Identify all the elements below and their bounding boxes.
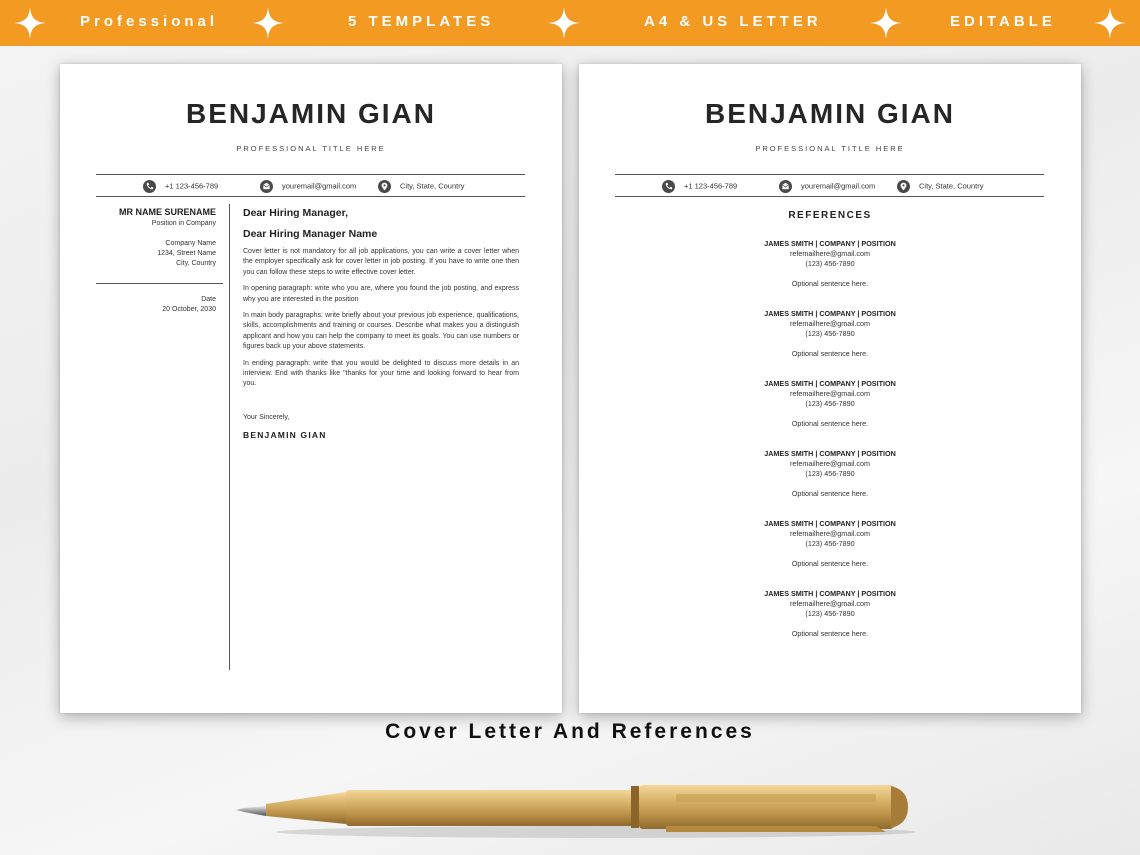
email-icon [260,180,273,193]
top-banner [0,0,1140,46]
reference-phone: (123) 456-7890 [805,539,855,548]
reference-note: Optional sentence here. [791,349,869,358]
reference-name: JAMES SMITH | COMPANY | POSITION [764,589,896,598]
contact-location: City, State, Country [378,179,464,192]
date-label: Date [201,296,216,303]
reference-email: refemailhere@gmail.com [790,389,870,398]
reference-email: refemailhere@gmail.com [790,249,870,258]
reference-note: Optional sentence here. [791,629,869,638]
recipient-block [96,207,216,315]
location-icon [897,180,910,193]
reference-note: Optional sentence here. [791,489,869,498]
letter-paragraph: Cover letter is not mandatory for all job applications, you can write a cover letter when the employer specifically ask for cover letter in job posting. If you have to write one then you can follow these steps to write effective cover letter. [243,248,519,276]
contact-bar [96,174,525,197]
reference-phone: (123) 456-7890 [805,469,855,478]
reference-note: Optional sentence here. [791,559,869,568]
signature: BENJAMIN GIAN [243,429,327,440]
reference-name: JAMES SMITH | COMPANY | POSITION [764,239,896,248]
letter-paragraph: In main body paragraphs: write briefly about your previous job experience, qualifications, skills, accomplishments and training or courses. Describe what makes you a distinguish applicant and how you can help the company to meet its goals. You can use numbers or figures back up your above statements. [243,312,519,351]
contact-phone: +1 123-456-789 [143,179,218,192]
reference-name: JAMES SMITH | COMPANY | POSITION [764,309,896,318]
closing: Your Sincerely, [243,413,290,421]
sparkle-icon [1094,7,1126,39]
cover-letter-page [60,64,562,713]
reference-phone: (123) 456-7890 [805,609,855,618]
reference-note: Optional sentence here. [791,279,869,288]
reference-email: refemailhere@gmail.com [790,319,870,328]
address-line: 1234, Street Name [157,250,216,257]
reference-note: Optional sentence here. [791,419,869,428]
location-icon [378,180,391,193]
reference-entry [579,379,1081,429]
reference-entry [579,239,1081,289]
phone-icon [662,180,675,193]
references-page [579,64,1081,713]
phone-icon [143,180,156,193]
greeting: Dear Hiring Manager, [243,207,349,219]
reference-phone: (123) 456-7890 [805,259,855,268]
letter-paragraph: In ending paragraph: write that you would be delighted to discuss more details in an interview. End with thanks like "thanks for your time and looking forward to hear from you. [243,359,519,388]
contact-bar [615,174,1044,197]
pen-image [236,770,916,840]
reference-entry [579,519,1081,569]
letter-paragraph: In opening paragraph: write who you are, where you found the job posting, and express why you are interested in the position [243,285,519,303]
banner-item-professional: Professional [80,13,219,30]
recipient-name: MR NAME SURENAME [118,207,216,217]
date-value: 20 October, 2030 [162,306,216,313]
resume-title: PROFESSIONAL TITLE HERE [236,144,386,153]
banner-item-paper-size: A4 & US LETTER [644,13,822,30]
recipient-position: Position in Company [151,220,216,227]
resume-title: PROFESSIONAL TITLE HERE [755,144,905,153]
contact-email: youremail@gmail.com [260,179,356,192]
caption: Cover Letter And References [385,720,755,743]
reference-name: JAMES SMITH | COMPANY | POSITION [764,519,896,528]
banner-item-editable: EDITABLE [950,13,1056,30]
contact-location: City, State, Country [897,179,983,192]
address-line: Company Name [165,240,216,247]
reference-email: refemailhere@gmail.com [790,599,870,608]
reference-entry [579,309,1081,359]
reference-phone: (123) 456-7890 [805,329,855,338]
sparkle-icon [252,7,284,39]
resume-name: BENJAMIN GIAN [704,98,955,129]
reference-name: JAMES SMITH | COMPANY | POSITION [764,449,896,458]
sparkle-icon [548,7,580,39]
sidebar-divider [96,283,223,284]
address-line: City, Country [176,260,216,267]
reference-phone: (123) 456-7890 [805,399,855,408]
sparkle-icon [870,7,902,39]
reference-name: JAMES SMITH | COMPANY | POSITION [764,379,896,388]
email-icon [779,180,792,193]
banner-item-templates: 5 TEMPLATES [348,13,495,30]
reference-entry [579,449,1081,499]
letter-body [243,207,519,440]
reference-entry [579,589,1081,639]
reference-email: refemailhere@gmail.com [790,459,870,468]
contact-phone: +1 123-456-789 [662,179,737,192]
resume-name: BENJAMIN GIAN [185,98,436,129]
references-heading: REFERENCES [788,210,872,221]
contact-email: youremail@gmail.com [779,179,875,192]
reference-email: refemailhere@gmail.com [790,529,870,538]
sparkle-icon [14,7,46,39]
greeting-name: Dear Hiring Manager Name [243,228,378,240]
vertical-divider [229,204,230,670]
